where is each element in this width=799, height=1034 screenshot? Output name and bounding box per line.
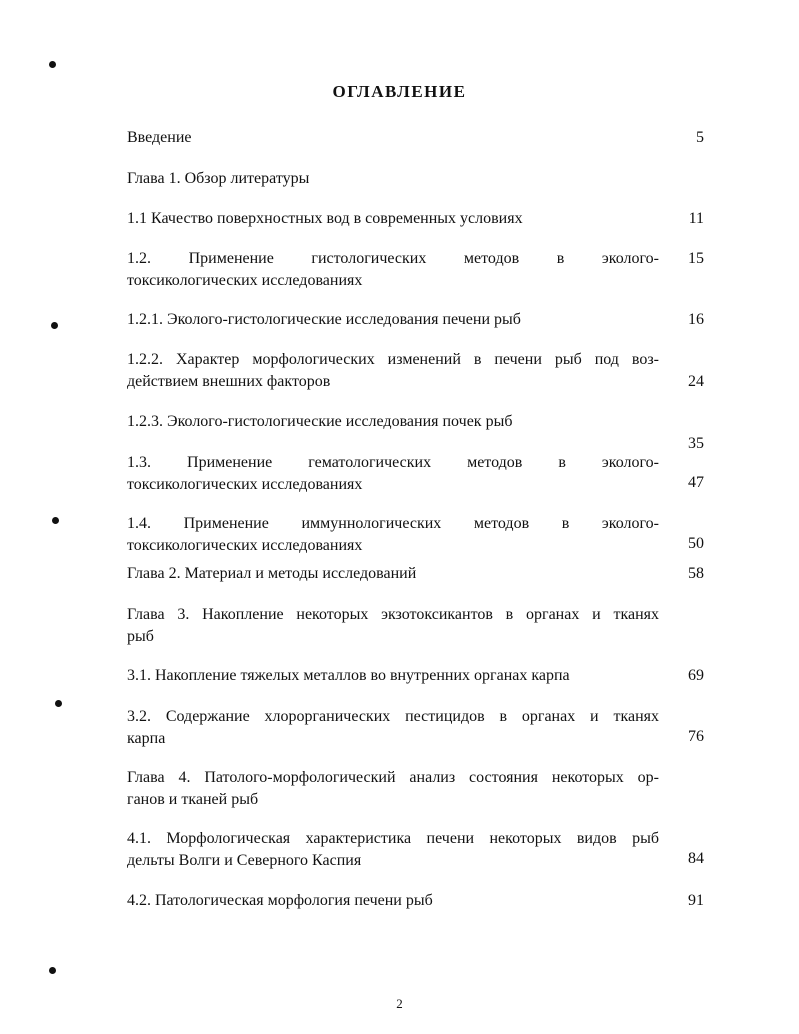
toc-entry-page: 24 bbox=[688, 373, 704, 390]
toc-entry-title: 1.3. Применение гематологических методов в эколого- токсикологических исследованиях bbox=[127, 454, 659, 493]
toc-entry-page: 76 bbox=[688, 728, 704, 745]
toc-entry-title: Глава 1. Обзор литературы bbox=[127, 170, 310, 187]
toc-entry-page: 5 bbox=[696, 129, 704, 146]
toc-heading: ОГЛАВЛЕНИЕ bbox=[332, 82, 467, 101]
toc-entry-page: 91 bbox=[688, 892, 704, 909]
toc-entry-title: 4.1. Морфологическая характеристика печени некоторых видов рыб дельты Волги и Северного Каспия bbox=[127, 830, 659, 869]
toc-entry-title: 1.1 Качество поверхностных вод в современных условиях bbox=[127, 210, 523, 227]
toc-entry-page: 16 bbox=[688, 311, 704, 328]
page-number: 2 bbox=[396, 996, 403, 1011]
toc-entry-title: Глава 4. Патолого-морфологический анализ состояния некоторых ор- ганов и тканей рыб bbox=[127, 769, 659, 808]
toc-entry-title: 1.2. Применение гистологических методов в эколого- токсикологических исследованиях bbox=[127, 250, 659, 289]
toc-entry-page: 15 bbox=[688, 250, 704, 267]
toc-entry-page: 84 bbox=[688, 850, 704, 867]
punch-mark bbox=[49, 967, 56, 974]
punch-mark bbox=[55, 700, 62, 707]
toc-entry-title: Глава 3. Накопление некоторых экзотоксикантов в органах и тканях рыб bbox=[127, 606, 659, 645]
toc-entry-title: 1.2.1. Эколого-гистологические исследования печени рыб bbox=[127, 311, 521, 328]
toc-entry-title: Глава 2. Материал и методы исследований bbox=[127, 565, 417, 582]
punch-mark bbox=[52, 517, 59, 524]
toc-entry-page: 69 bbox=[688, 667, 704, 684]
toc-entry-page: 47 bbox=[688, 474, 704, 491]
punch-mark bbox=[51, 322, 58, 329]
toc-entry-page: 11 bbox=[688, 210, 704, 227]
punch-mark bbox=[49, 61, 56, 68]
toc-entry-title: 1.2.3. Эколого-гистологические исследования почек рыб bbox=[127, 413, 513, 430]
toc-entry-page: 58 bbox=[688, 565, 704, 582]
toc-entry-title: 1.4. Применение иммуннологических методов в эколого- токсикологических исследованиях bbox=[127, 515, 659, 554]
toc-entry-title: Введение bbox=[127, 129, 192, 146]
toc-entry-page: 35 bbox=[688, 435, 704, 452]
toc-entry-page: 50 bbox=[688, 535, 704, 552]
toc-entry-title: 3.2. Содержание хлорорганических пестицидов в органах и тканях карпа bbox=[127, 708, 659, 747]
toc-entry-title: 1.2.2. Характер морфологических изменений в печени рыб под воз- действием внешних факторов bbox=[127, 351, 659, 390]
toc-entry-title: 3.1. Накопление тяжелых металлов во внутренних органах карпа bbox=[127, 667, 570, 684]
toc-entry-title: 4.2. Патологическая морфология печени рыб bbox=[127, 892, 433, 909]
